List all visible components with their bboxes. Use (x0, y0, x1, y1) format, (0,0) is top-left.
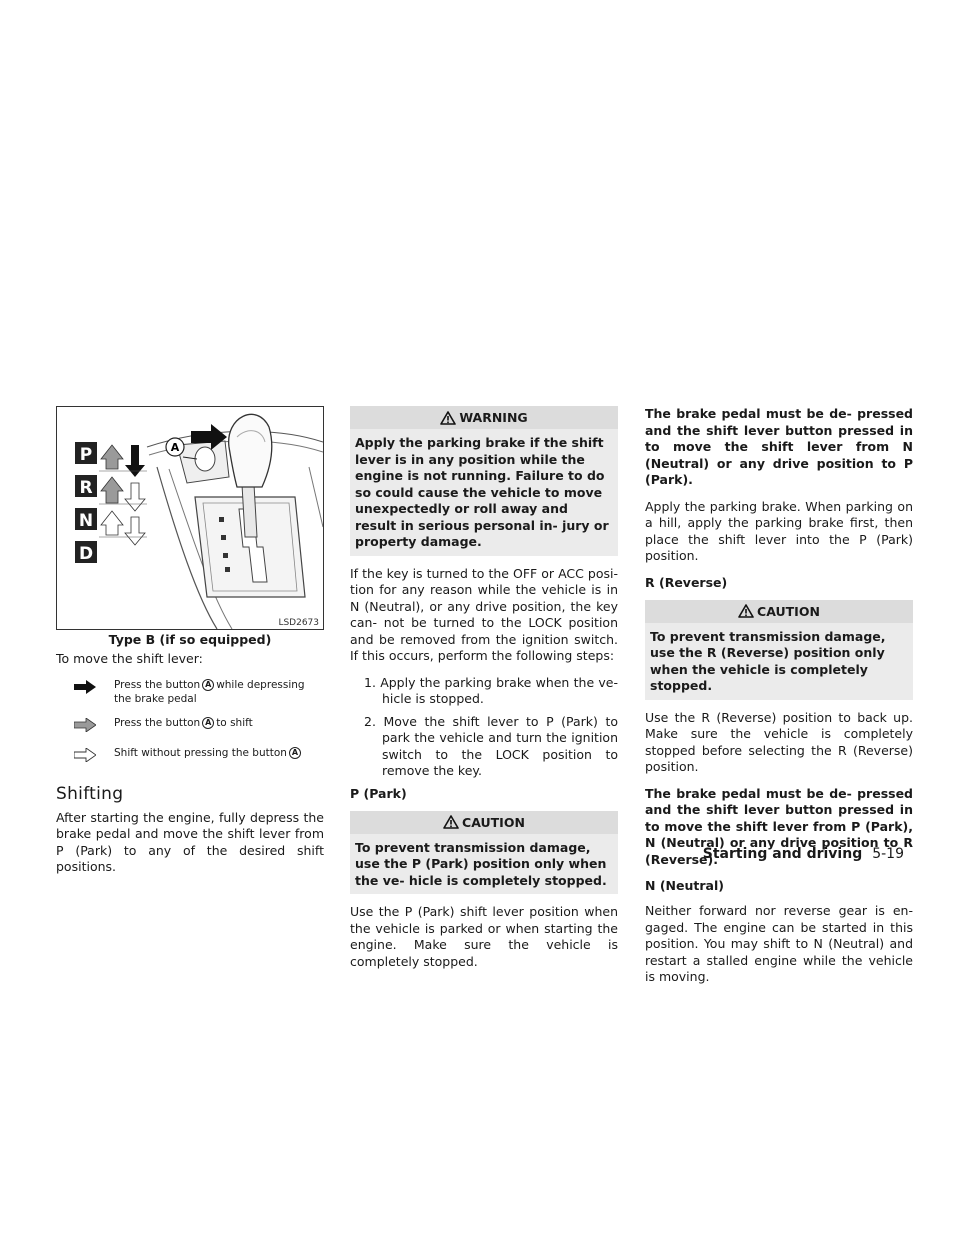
column-3 (645, 406, 913, 996)
gear-label-r: R (79, 478, 93, 498)
black-arrow-icon (74, 680, 96, 694)
park-heading: P (Park) (350, 785, 407, 801)
shift-lever-figure (56, 406, 324, 630)
legend-suffix-1: while depressing the brake pedal (114, 678, 305, 705)
caution-icon (738, 604, 754, 618)
grey-arrow-icon (74, 718, 96, 732)
column-1 (56, 406, 324, 886)
page-number: 5-19 (872, 846, 904, 862)
callout-a-label: A (170, 441, 180, 454)
legend-press-1: Press the button (114, 678, 201, 691)
shifting-text: After starting the engine, fully depress the brake pedal and move the shift lever from P (Park) to any of the desired shift positions. (56, 809, 324, 874)
legend-press-2: Press the button (114, 716, 201, 729)
park-text: Use the P (Park) shift lever position when the vehicle is parked or when starting the engine. Make sure the vehicle is completely stopped. (350, 904, 618, 969)
reverse-caution-box (645, 600, 913, 700)
intro-text: To move the shift lever: (56, 651, 203, 666)
step-1: 1. Apply the parking brake when the ve- hicle is stopped. (364, 674, 618, 706)
shift-lever-illustration (57, 407, 323, 629)
caution-icon (443, 815, 459, 829)
neutral-text: Neither forward nor reverse gear is en- gaged. The engine can be started in this position. You may shift to N (Neutral) and restart a stalled engine while the vehicle is moving. (645, 903, 913, 984)
page-footer (703, 846, 904, 862)
park-caution-box (350, 811, 618, 895)
reverse-caution-body: To prevent transmission damage, use the R (Reverse) position only when the vehicle is completely stopped. (645, 623, 913, 700)
footer-section: Starting and driving (702, 846, 863, 862)
gear-label-p: P (79, 445, 93, 465)
figure-id: LSD2673 (278, 618, 319, 628)
reverse-caution-title: CAUTION (757, 603, 820, 619)
step-2: 2. Move the shift lever to P (Park) to park the vehicle and turn the ignition switch to the LOCK position to remove the key. (364, 713, 618, 778)
legend-item-outline-arrow (56, 746, 324, 762)
outline-arrow-icon (74, 748, 96, 762)
park-caution-body: To prevent transmission damage, use the P (Park) position only when the ve- hicle is completely stopped. (350, 834, 618, 895)
shifting-heading: Shifting (56, 783, 124, 804)
button-a-marker: A (202, 717, 214, 729)
legend-suffix-2: to shift (216, 716, 253, 729)
legend-item-grey-arrow (56, 716, 324, 732)
figure-caption: Type B (if so equipped) (108, 632, 272, 647)
legend-item-black-arrow (56, 678, 324, 706)
button-a-marker: A (289, 747, 301, 759)
gear-label-d: D (78, 544, 94, 564)
neutral-heading: N (Neutral) (645, 878, 724, 893)
reverse-text: Use the R (Reverse) position to back up. Make sure the vehicle is completely stopped before selecting the R (Reverse) position. (645, 709, 913, 774)
warning-icon (440, 411, 456, 425)
reverse-heading: R (Reverse) (645, 574, 728, 590)
legend-text-3: Shift without pressing the button (114, 746, 287, 759)
key-text: If the key is turned to the OFF or ACC posi- tion for any reason while the vehicle is in N (Neutral), or any drive position, the key can- not be turned to the LOCK position and be removed from the ignition switch. If this occurs, perform the following steps: (350, 565, 618, 663)
warning-body: Apply the parking brake if the shift lever is in any position while the engine is not running. Failure to do so could cause the vehicle to move unexpectedly or roll away and result in serious personal in- jury or property damage. (350, 429, 618, 556)
warning-box (350, 406, 618, 556)
reverse-bold-text: The brake pedal must be de- pressed and the shift lever button pressed in to move the shift lever from P (Park), N (Neutral) or any drive position to R (Reverse). (645, 785, 913, 867)
warning-title: WARNING (459, 410, 528, 425)
park-caution-title: CAUTION (462, 814, 525, 830)
park-bold-text: The brake pedal must be de- pressed and the shift lever button pressed in to move the shift lever from N (Neutral) or any drive position to P (Park). (645, 406, 913, 487)
button-a-marker: A (202, 679, 214, 691)
gear-label-n: N (78, 511, 94, 531)
column-2 (350, 406, 618, 980)
park-text-2: Apply the parking brake. When parking on a hill, apply the parking brake first, then place the shift lever into the P (Park) position. (645, 498, 913, 563)
